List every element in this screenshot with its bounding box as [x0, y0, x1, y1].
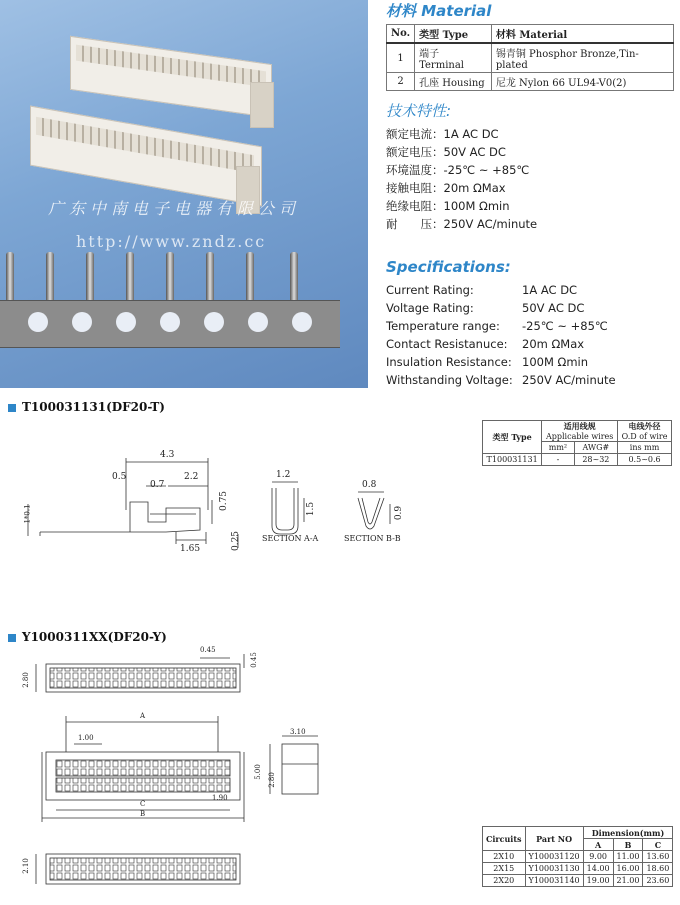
terminal-pin: [46, 252, 54, 300]
connector-side-back: [250, 82, 274, 128]
terminal-pin: [246, 252, 254, 300]
material-cell: 孔座 Housing: [415, 73, 492, 91]
wire-cell: -: [542, 454, 574, 466]
dim-label: 2.10: [21, 858, 30, 874]
material-table: [386, 24, 674, 91]
housing-drawing: [0, 640, 340, 905]
spec-value: 250V AC/minute: [522, 373, 616, 387]
strip-hole: [116, 312, 136, 332]
dim-cell: Y100031140: [525, 875, 583, 887]
terminal-pin: [126, 252, 134, 300]
dim-header-a: A: [583, 839, 613, 851]
dim-label: 0.45: [200, 646, 216, 654]
terminal-pin: [206, 252, 214, 300]
tech-row: 额定电压：50V AC DC: [386, 145, 506, 159]
dim-header-circuits: Circuits: [483, 827, 526, 851]
dim-cell: 23.60: [643, 875, 673, 887]
dim-cell: Y100031130: [525, 863, 583, 875]
dim-cell: 2X10: [483, 851, 526, 863]
dim-cell: 19.00: [583, 875, 613, 887]
wire-header-od: [618, 421, 672, 442]
tech-title: 技术特性:: [386, 102, 452, 120]
dimension-table: [482, 826, 673, 887]
spec-value: 100M Ωmin: [522, 355, 589, 369]
tech-row: 接触电阻：20m ΩMax: [386, 181, 506, 195]
material-header-no: No.: [387, 25, 415, 44]
dim-label: 2.80: [267, 772, 276, 788]
wire-sub-awg: AWG#: [574, 442, 617, 454]
material-header-material: 材料 Material: [491, 25, 673, 44]
dim-cell: 14.00: [583, 863, 613, 875]
strip-hole: [160, 312, 180, 332]
dim-cell: 2X15: [483, 863, 526, 875]
spec-value: -25℃ ~ +85℃: [522, 319, 608, 333]
table-row: [483, 875, 673, 887]
material-cell: 2: [387, 73, 415, 91]
dim-label: 1.2: [276, 470, 291, 480]
wire-header-applicable-cn: 适用线规: [563, 421, 596, 431]
dim-cell: 2X20: [483, 875, 526, 887]
dim-label: 0.75: [219, 490, 230, 512]
dim-cell: 21.00: [613, 875, 643, 887]
wire-sub-mm2: mm²: [542, 442, 574, 454]
wire-header-applicable-en: Applicable wires: [545, 432, 614, 441]
dim-label: 3.10: [290, 728, 306, 736]
table-row: [483, 454, 672, 466]
wire-cell: T100031131: [483, 454, 542, 466]
product-photo: [0, 0, 368, 388]
strip-hole: [72, 312, 92, 332]
dim-label: 0.9: [394, 505, 405, 521]
dim-label: 1*0.1: [23, 504, 32, 524]
dim-header-part: Part NO: [525, 827, 583, 851]
material-title: 材料 Material: [386, 2, 492, 20]
tech-row: 环境温度：-25℃ ~ +85℃: [386, 163, 530, 177]
dim-label: B: [140, 810, 146, 818]
spec-value: 20m ΩMax: [522, 337, 585, 351]
dim-label: 0.5: [112, 472, 127, 482]
spec-label: Insulation Resistance:: [386, 355, 512, 369]
spec-value: 1A AC DC: [522, 283, 578, 297]
dim-label: 1.5: [306, 501, 317, 517]
terminal-heading: [8, 400, 165, 414]
dim-cell: 16.00: [613, 863, 643, 875]
dim-header-c: C: [643, 839, 673, 851]
watermark-company: 广东中南电子电器有限公司: [48, 199, 301, 218]
dim-header-dimension: Dimension(mm): [583, 827, 673, 839]
spec-label: Contact Resistanuce:: [386, 337, 508, 351]
wire-header-applicable: [542, 421, 618, 442]
strip-hole: [204, 312, 224, 332]
table-row: [387, 73, 674, 91]
spec-label: Withstanding Voltage:: [386, 373, 513, 387]
dim-label: 2.2: [184, 472, 199, 482]
dim-label: 1.90: [212, 794, 228, 802]
terminal-pin: [290, 252, 298, 300]
dim-label: 0.8: [362, 480, 377, 490]
terminal-heading-text: T100031131(DF20-T): [22, 400, 165, 414]
table-row: [483, 851, 673, 863]
material-cell: 锡青铜 Phosphor Bronze,Tin-plated: [491, 43, 673, 73]
strip-hole: [28, 312, 48, 332]
wire-header-od-cn: 电线外径: [628, 421, 661, 431]
dim-label: 1.00: [78, 734, 94, 742]
material-cell: 端子 Terminal: [415, 43, 492, 73]
tech-row: 额定电流：1A AC DC: [386, 127, 499, 141]
spec-value: 50V AC DC: [522, 301, 585, 315]
wire-table: [482, 420, 672, 466]
section-a-label: SECTION A-A: [262, 534, 319, 543]
watermark-url: http://www.zndz.cc: [76, 232, 267, 251]
wire-header-type: 类型 Type: [483, 421, 542, 454]
dim-label: 0.45: [249, 652, 258, 668]
section-b-label: SECTION B-B: [344, 534, 401, 543]
housing-heading-text: Y1000311XX(DF20-Y): [22, 630, 167, 644]
dim-cell: 13.60: [643, 851, 673, 863]
material-header-type: 类型 Type: [415, 25, 492, 44]
terminal-pin: [86, 252, 94, 300]
terminal-pin: [166, 252, 174, 300]
wire-header-od-en: O.D of wire: [621, 432, 668, 441]
spec-label: Current Rating:: [386, 283, 474, 297]
specs-title: Specifications:: [386, 258, 511, 276]
dim-cell: Y100031120: [525, 851, 583, 863]
dim-cell: 11.00: [613, 851, 643, 863]
dim-label: 0.7: [150, 480, 165, 490]
wire-cell: 0.5~0.6: [618, 454, 672, 466]
tech-row: 耐 压：250V AC/minute: [386, 217, 538, 231]
strip-hole: [292, 312, 312, 332]
square-bullet-icon: [8, 404, 16, 412]
terminal-drawing: [0, 440, 420, 570]
material-cell: 尼龙 Nylon 66 UL94-V0(2): [491, 73, 673, 91]
material-cell: 1: [387, 43, 415, 73]
spec-label: Voltage Rating:: [386, 301, 474, 315]
dim-label: C: [140, 800, 146, 808]
dim-cell: 9.00: [583, 851, 613, 863]
table-row: [483, 863, 673, 875]
dim-label: 0.25: [231, 530, 242, 552]
dim-label: 5.00: [253, 764, 262, 780]
tech-row: 绝缘电阻：100M Ωmin: [386, 199, 510, 213]
dim-label: 2.80: [21, 672, 30, 688]
dim-label: 1.65: [180, 544, 201, 554]
dim-cell: 18.60: [643, 863, 673, 875]
dim-label: 4.3: [160, 450, 175, 460]
dim-label: A: [140, 712, 146, 720]
strip-hole: [248, 312, 268, 332]
wire-cell: 28~32: [574, 454, 617, 466]
wire-sub-ins: ins mm: [618, 442, 672, 454]
terminal-pin: [6, 252, 14, 300]
table-row: [387, 43, 674, 73]
dim-header-b: B: [613, 839, 643, 851]
spec-label: Temperature range:: [386, 319, 500, 333]
